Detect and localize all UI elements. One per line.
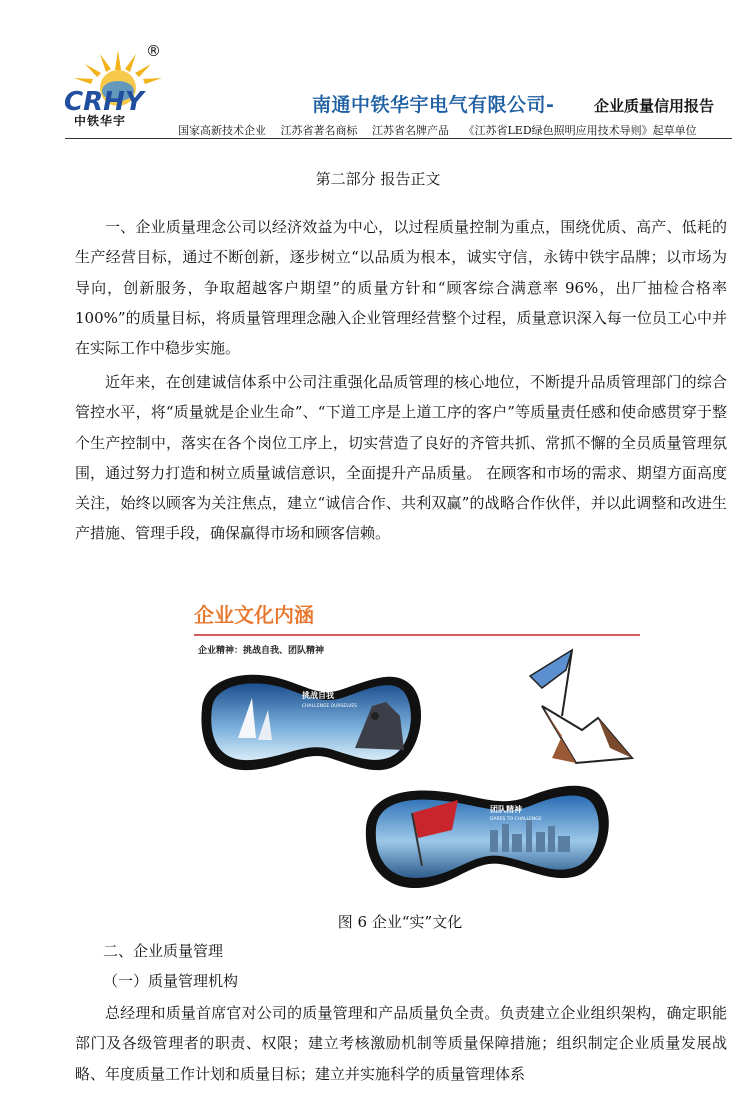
figure-caption: 图 6 企业“实”文化 — [337, 913, 463, 931]
report-title: 企业质量信用报告 — [594, 97, 715, 115]
figure-title: 企业文化内涵 — [194, 603, 314, 627]
registered-mark: ® — [146, 42, 161, 60]
tagline-item: 国家高新技术企业 — [178, 124, 266, 137]
section-heading: 二、企业质量管理 — [103, 942, 224, 960]
corporate-culture-figure — [190, 598, 640, 898]
header-divider — [65, 138, 732, 139]
company-name: 南通中铁华宇电气有限公司- — [312, 94, 555, 116]
panel1-title: 挑战自我 — [302, 691, 334, 700]
mountain-flag-icon — [530, 650, 632, 763]
tagline-item: 江苏省名牌产品 — [372, 124, 449, 137]
panel1-subtitle: CHALLENGE OURSELVES — [302, 704, 358, 709]
panel2-title: 团队精神 — [490, 805, 522, 814]
figure-spirit-text: 企业精神：挑战自我、团队精神 — [198, 646, 325, 656]
logo-chinese-name: 中铁华宇 — [74, 114, 127, 128]
tagline-item: 《江苏省LED绿色照明应用技术导则》起草单位 — [463, 124, 697, 137]
paragraph-recent-years: 近年来，在创建诚信体系中公司注重强化品质管理的核心地位，不断提升品质管理部门的综合管控水平，将“质量就是企业生命”、“下道工序是上道工序的客户”等质量责任感和使命感贯穿于整个生产控制中，落实在各个岗位工序上，切实营造了良好的齐管共抓、常抓不懈的全员质量管理氛围，通过努力打造和树立质量诚信意识，全面提升产品质量。 在顾客和市场的需求、期望方面高度关注，始终以顾客为关注焦点，建立“诚信合作、共利双赢”的战略合作伙伴，并以此调整和改进生产措施、管理手段，确保赢得市场和顾客信赖。 — [75, 373, 727, 543]
part-title: 第二部分 报告正文 — [315, 170, 441, 188]
header-tagline — [178, 122, 708, 138]
paragraph-quality-philosophy: 一、企业质量理念公司以经济效益为中心，以过程质量控制为重点，围绕优质、高产、低耗的生产经营目标，通过不断创新，逐步树立“以品质为根本，诚实守信，永铸中铁宇品牌；以市场为导向，创新服务，争取超越客户期望”的质量方针和“顾客综合满意率 96%，出厂抽检合格率 100%”的质量目标，将质量管理理念融入企业管理经营整个过程，质量意识深入每一位员工心中并在实际工作中稳步实施。 — [75, 218, 727, 358]
panel2-subtitle: DARES TO CHALLENGE — [490, 817, 542, 822]
logo-text: CRHY — [64, 87, 144, 117]
team-spirit-panel — [366, 786, 609, 888]
subsection-heading: （一）质量管理机构 — [103, 972, 239, 990]
paragraph-management: 总经理和质量首席官对公司的质量管理和产品质量负全责。负责建立企业组织架构，确定职能部门及各级管理者的职责、权限；建立考核激励机制等质量保障措施；组织制定企业质量发展战略、年度质量工作计划和质量目标；建立并实施科学的质量管理体系 — [75, 1004, 727, 1083]
tagline-item: 江苏省著名商标 — [280, 124, 358, 137]
challenge-panel — [201, 675, 421, 770]
